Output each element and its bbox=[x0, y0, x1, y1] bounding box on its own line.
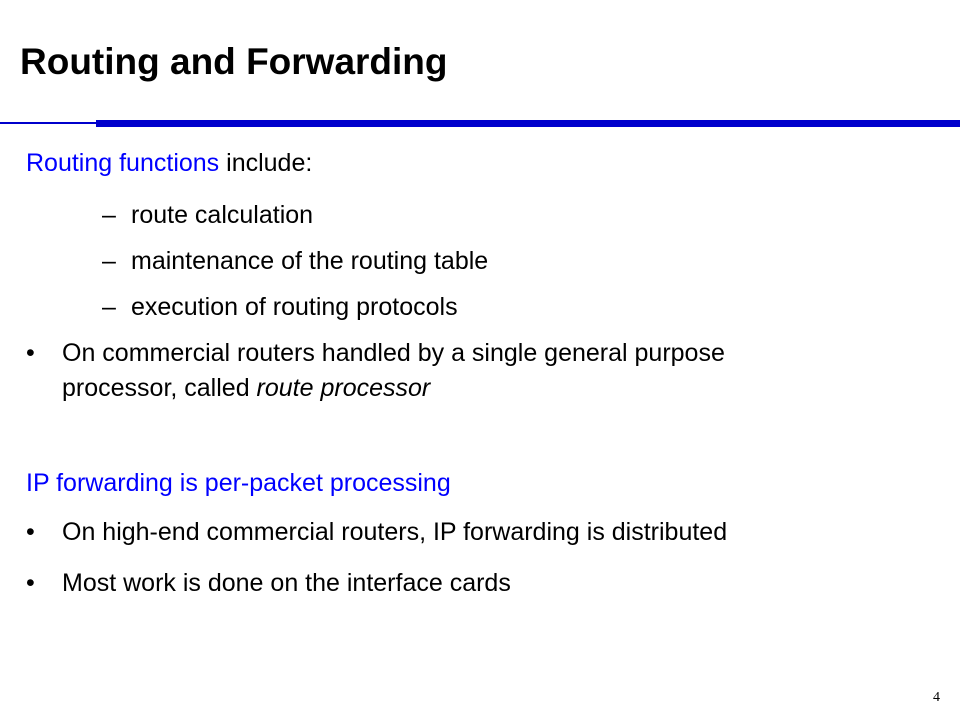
bullet-text: On high-end commercial routers, IP forwarding is distributed bbox=[62, 518, 728, 546]
slide-title: Routing and Forwarding bbox=[20, 41, 448, 82]
bullet-glyph: • bbox=[26, 518, 35, 546]
dash-item-text: maintenance of the routing table bbox=[131, 247, 489, 275]
bullet-glyph: • bbox=[26, 339, 35, 367]
routing-heading-rest: include: bbox=[219, 149, 313, 177]
routing-heading-highlight: Routing functions bbox=[26, 149, 220, 177]
dash-item-text: route calculation bbox=[131, 201, 314, 229]
forwarding-heading: IP forwarding is per-packet processing bbox=[26, 469, 451, 497]
dash-glyph: – bbox=[102, 247, 116, 275]
dash-item bbox=[102, 292, 458, 323]
page-number: 4 bbox=[933, 690, 940, 705]
bullet-text-italic: route processor bbox=[256, 374, 431, 402]
bullet-text-line1: On commercial routers handled by a single general purpose bbox=[62, 339, 725, 367]
title-underline-bar bbox=[96, 120, 960, 127]
routing-heading bbox=[26, 148, 312, 179]
bullet-text: Most work is done on the interface cards bbox=[62, 569, 511, 597]
bullet-glyph: • bbox=[26, 569, 35, 597]
dash-item bbox=[102, 246, 488, 277]
bullet-text-plain: processor, called bbox=[62, 374, 257, 402]
dash-glyph: – bbox=[102, 293, 116, 321]
dash-item-text: execution of routing protocols bbox=[131, 293, 458, 321]
bullet-text-line2 bbox=[62, 373, 430, 404]
dash-glyph: – bbox=[102, 201, 116, 229]
dash-item bbox=[102, 200, 313, 231]
